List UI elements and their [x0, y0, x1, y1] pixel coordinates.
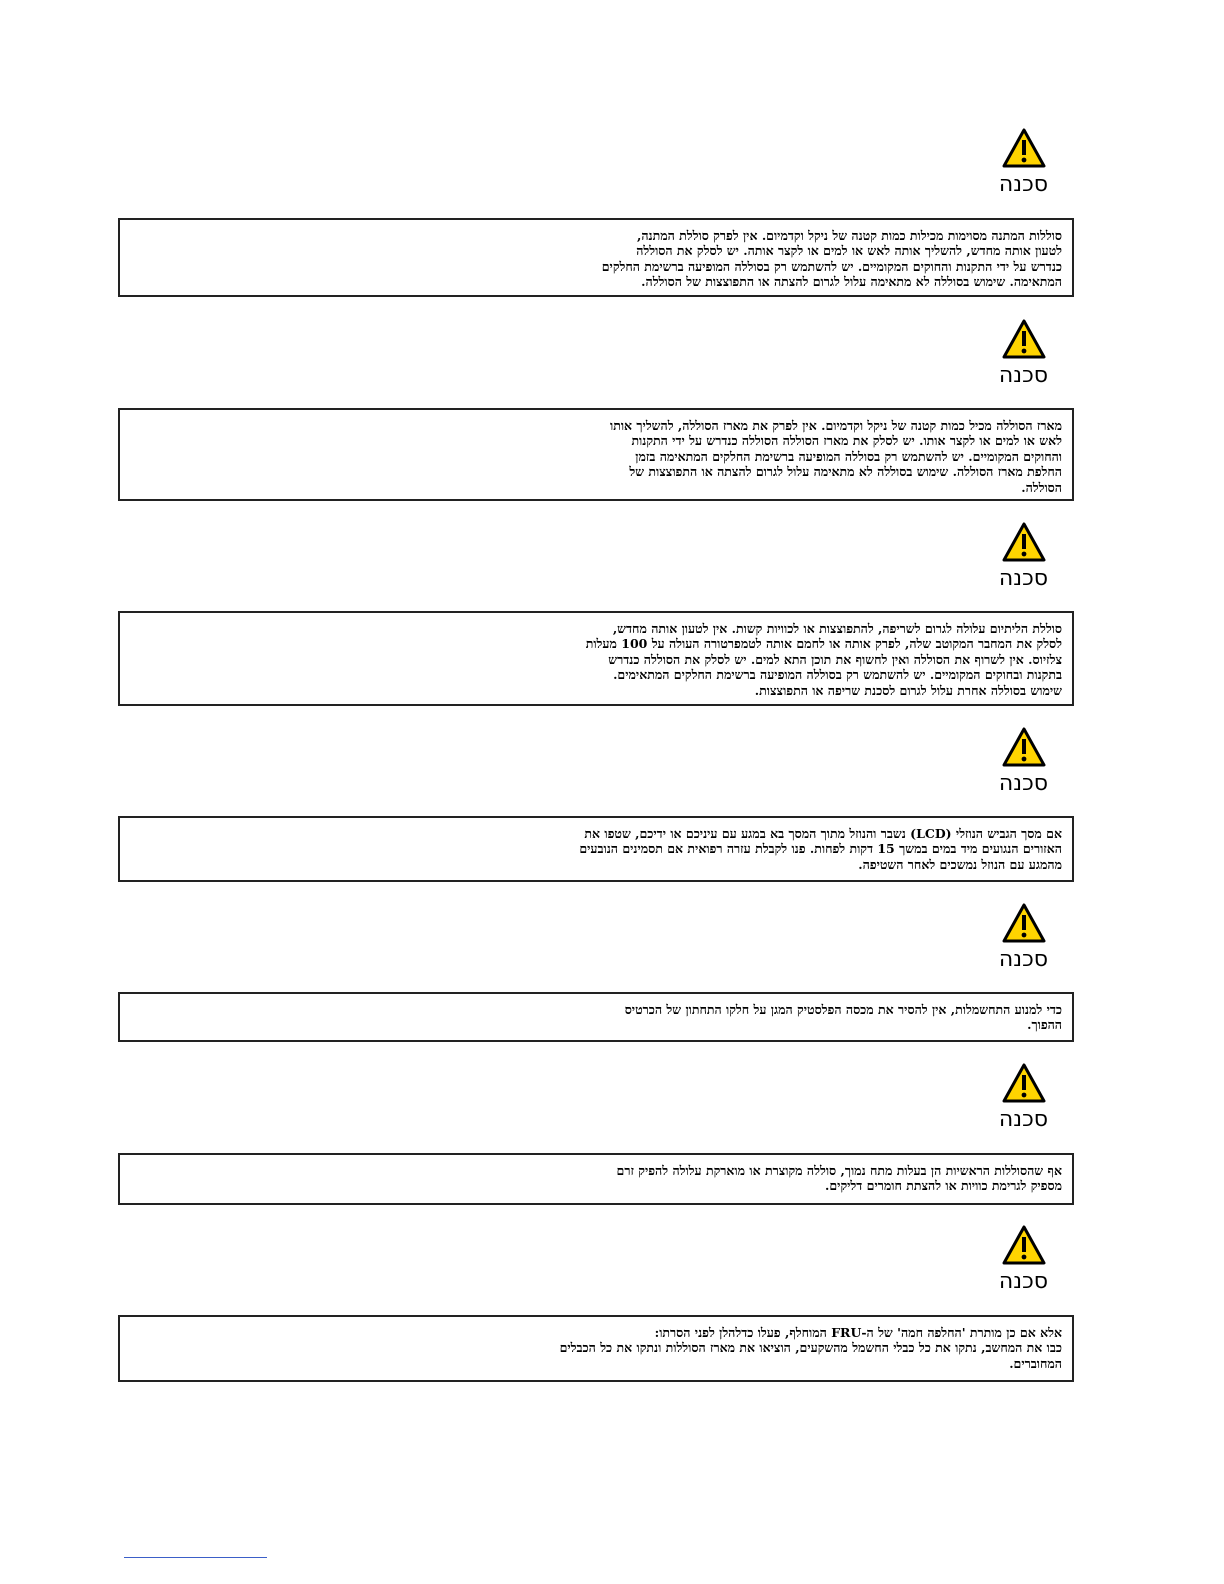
warning-triangle-icon: [1002, 522, 1046, 562]
danger-text-box: [118, 218, 1074, 297]
danger-text: סוללות המתנה מסוימות מכילות כמות קטנה של ניקל וקדמיום. אין לפרק סוללת המתנה, לטעון אותה מחדש, להשליך אותה לאש או למים או לקצר אותה. יש לסלק את הסוללה כנדרש על ידי התקנות והחוקים המקומיים. יש להשתמש רק בסוללה המופיעה ברשימת החלקים המתאימה. שימוש בסוללה לא מתאימה עלול לגרום להצתה או התפוצצות של הסוללה.: [601, 228, 1062, 290]
warning-triangle-icon: [1002, 903, 1046, 943]
danger-notice-1: [118, 128, 1074, 298]
danger-text: מארז הסוללה מכיל כמות קטנה של ניקל וקדמיום. אין לפרק את מארז הסוללה, להשליך אותו לאש או למים או לקצר אותו. יש לסלק את מארז הסוללה הסוללה כנדרש על ידי התקנות והחוקים המקומיים. יש להשתמש רק בסוללה המופיעה ברשימת החלקים המתאימה בזמן החלפת מארז הסוללה. שימוש בסוללה לא מתאימה עלול לגרום להצתה או התפוצצות של הסוללה.: [610, 418, 1062, 495]
danger-notice-7: [118, 1225, 1074, 1383]
danger-notice-5: [118, 903, 1074, 1044]
danger-text: סוללת הליתיום עלולה לגרום לשריפה, להתפוצצות או לכוויות קשות. אין לטעון אותה מחדש, לסלק את המחבר המקוטב שלה, לפרק אותה או לחמם אותה לטמפרטורה העולה על 100 מעלות צלזיוס. אין לשרוף את הסוללה ואין לחשוף את תוכן התא למים. יש לסלק את הסוללה כנדרש בתקנות ובחוקים המקומיים. יש להשתמש רק בסוללה המופיעה ברשימת החלקים המתאימים. שימוש בסוללה אחרת עלול לגרום לסכנת שריפה או התפוצצות.: [585, 621, 1062, 698]
danger-notice-4: [118, 727, 1074, 883]
danger-label: סכנה: [998, 1269, 1048, 1294]
danger-header: [954, 128, 1074, 218]
danger-text-box: [118, 611, 1074, 706]
danger-notice-3: [118, 522, 1074, 707]
danger-label: סכנה: [998, 566, 1048, 591]
danger-notice-6: [118, 1063, 1074, 1206]
danger-text-box: [118, 1315, 1074, 1382]
danger-notice-2: [118, 319, 1074, 501]
danger-text-box: [118, 408, 1074, 501]
danger-header: [954, 1225, 1074, 1315]
danger-label: סכנה: [998, 363, 1048, 388]
danger-label: סכנה: [998, 771, 1048, 796]
danger-header: [954, 522, 1074, 612]
warning-triangle-icon: [1002, 1225, 1046, 1265]
danger-text: כדי למנוע התחשמלות, אין להסיר את מכסה הפלסטיק המגן על חלקו התחתון של הכרטיס ההפוך.: [624, 1002, 1062, 1033]
danger-header: [954, 727, 1074, 817]
danger-text-box: [118, 816, 1074, 882]
warning-triangle-icon: [1002, 727, 1046, 767]
warning-triangle-icon: [1002, 128, 1046, 168]
warning-triangle-icon: [1002, 1063, 1046, 1103]
danger-header: [954, 319, 1074, 409]
danger-text-box: [118, 1153, 1074, 1205]
danger-label: סכנה: [998, 1107, 1048, 1132]
danger-header: [954, 1063, 1074, 1153]
footer-rule: [124, 1557, 267, 1558]
danger-label: סכנה: [998, 947, 1048, 972]
danger-label: סכנה: [998, 172, 1048, 197]
danger-text-box: [118, 992, 1074, 1042]
danger-header: [954, 903, 1074, 993]
danger-text: אם מסך הגביש הנוזלי (LCD) נשבר והנוזל מתוך המסך בא במגע עם עיניכם או ידיכם, שטפו את האזורים הנגועים מיד במים במשך 15 דקות לפחות. פנו לקבלת עזרה רפואית אם תסמינים הנובעים מהמגע עם הנוזל נמשכים לאחר השטיפה.: [579, 826, 1062, 872]
danger-text: אף שהסוללות הראשיות הן בעלות מתח נמוך, סוללה מקוצרת או מוארקת עלולה להפיק זרם מספיק לגרימת כוויות או להצתת חומרים דליקים.: [616, 1163, 1062, 1194]
danger-text: אלא אם כן מותרת 'החלפה חמה' של ה-FRU המוחלף, פעלו כדלהלן לפני הסרתו: כבו את המחשב, נתקו את כל כבלי החשמל מהשקעים, הוציאו את מארז הסוללות ונתקו את כל הכבלים המחוברים.: [559, 1325, 1062, 1371]
warning-triangle-icon: [1002, 319, 1046, 359]
